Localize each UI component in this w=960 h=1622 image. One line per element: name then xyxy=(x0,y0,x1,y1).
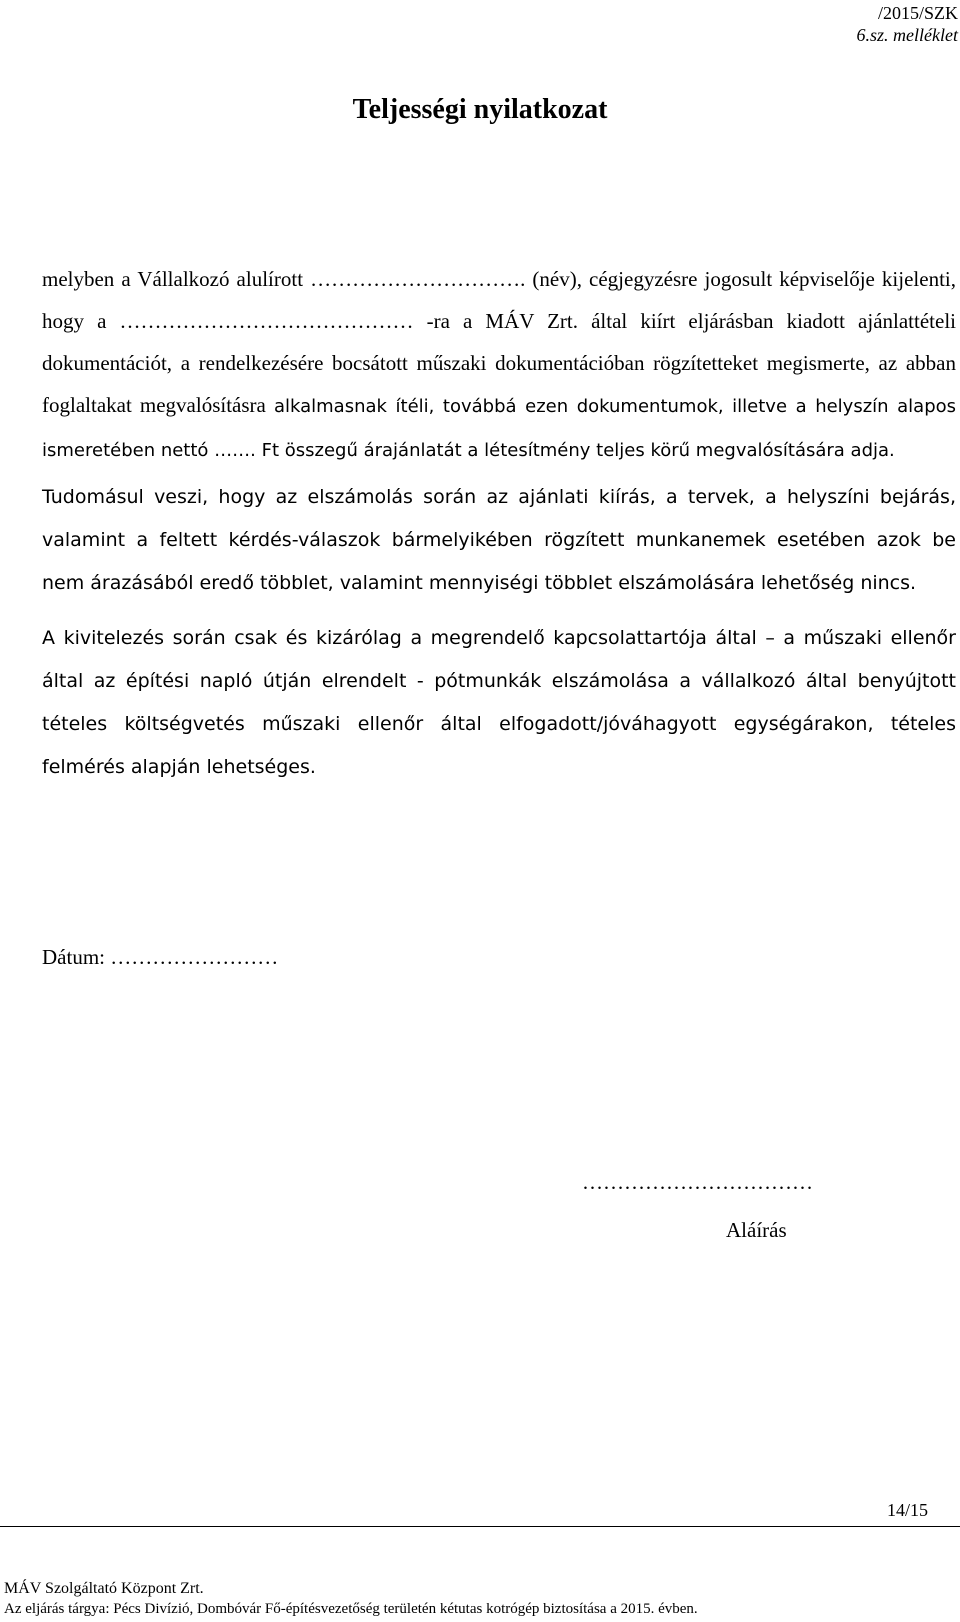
page-number: 14/15 xyxy=(886,1500,928,1520)
paragraph-extra-work: A kivitelezés során csak és kizárólag a megrendelő kapcsolattartója által – a műszaki ellenőr által az építési napló útján elrendelt - pótmunkák elszámolása a vállalkozó által benyújtott tételes költségvetés műszaki ellenőr által elfogadott/jóváhagyott egységárakon, tételes felmérés alapján lehetséges. xyxy=(42,627,956,778)
document-reference xyxy=(857,2,958,46)
paragraph-acknowledgement: Tudomásul veszi, hogy az elszámolás során az ajánlati kiírás, a tervek, a helyszíni bejárás, valamint a feltett kérdés-válaszok bármelyikében rögzített munkanemek esetében azok be nem árazásából eredő többlet, valamint mennyiségi többlet elszámolására lehetőség nincs. xyxy=(42,486,956,594)
footer-company: MÁV Szolgáltató Központ Zrt. xyxy=(4,1580,204,1597)
signature-label: Aláírás xyxy=(726,1218,787,1242)
page-title: Teljességi nyilatkozat xyxy=(352,94,608,125)
annex-label: 6.sz. melléklet xyxy=(856,25,958,45)
declaration-text-serif: melyben a Vállalkozó alulírott …………………………. (név), cégjegyzésre jogosult képviselője kijelenti, hogy a …………………………………… -ra a MÁV Zrt. által kiírt eljárásban kiadott ajánlattételi dokumentációt, a rendelkezésére bocsátott műszaki dokumentációban rögzítetteket megismerte, az abban foglaltakat megvalósításra xyxy=(42,267,956,417)
footer-divider xyxy=(0,1526,960,1527)
date-field: Dátum: …………………… xyxy=(42,945,279,969)
document-body xyxy=(42,258,956,789)
signature-line: …………………………… xyxy=(582,1170,813,1194)
paragraph-declaration xyxy=(42,258,956,472)
declaration-text-sans: alkalmasnak ítéli, továbbá ezen dokumentumok, illetve a helyszín alapos ismeretében nettó ……. Ft összegű árajánlatát a létesítmény teljes körű megvalósítására adja. xyxy=(42,396,957,461)
footer-subject: Az eljárás tárgya: Pécs Divízió, Dombóvár Fő-építésvezetőség területén kétutas kotrógép biztosítása a 2015. évben. xyxy=(4,1601,698,1617)
reference-number: /2015/SZK xyxy=(877,3,958,23)
